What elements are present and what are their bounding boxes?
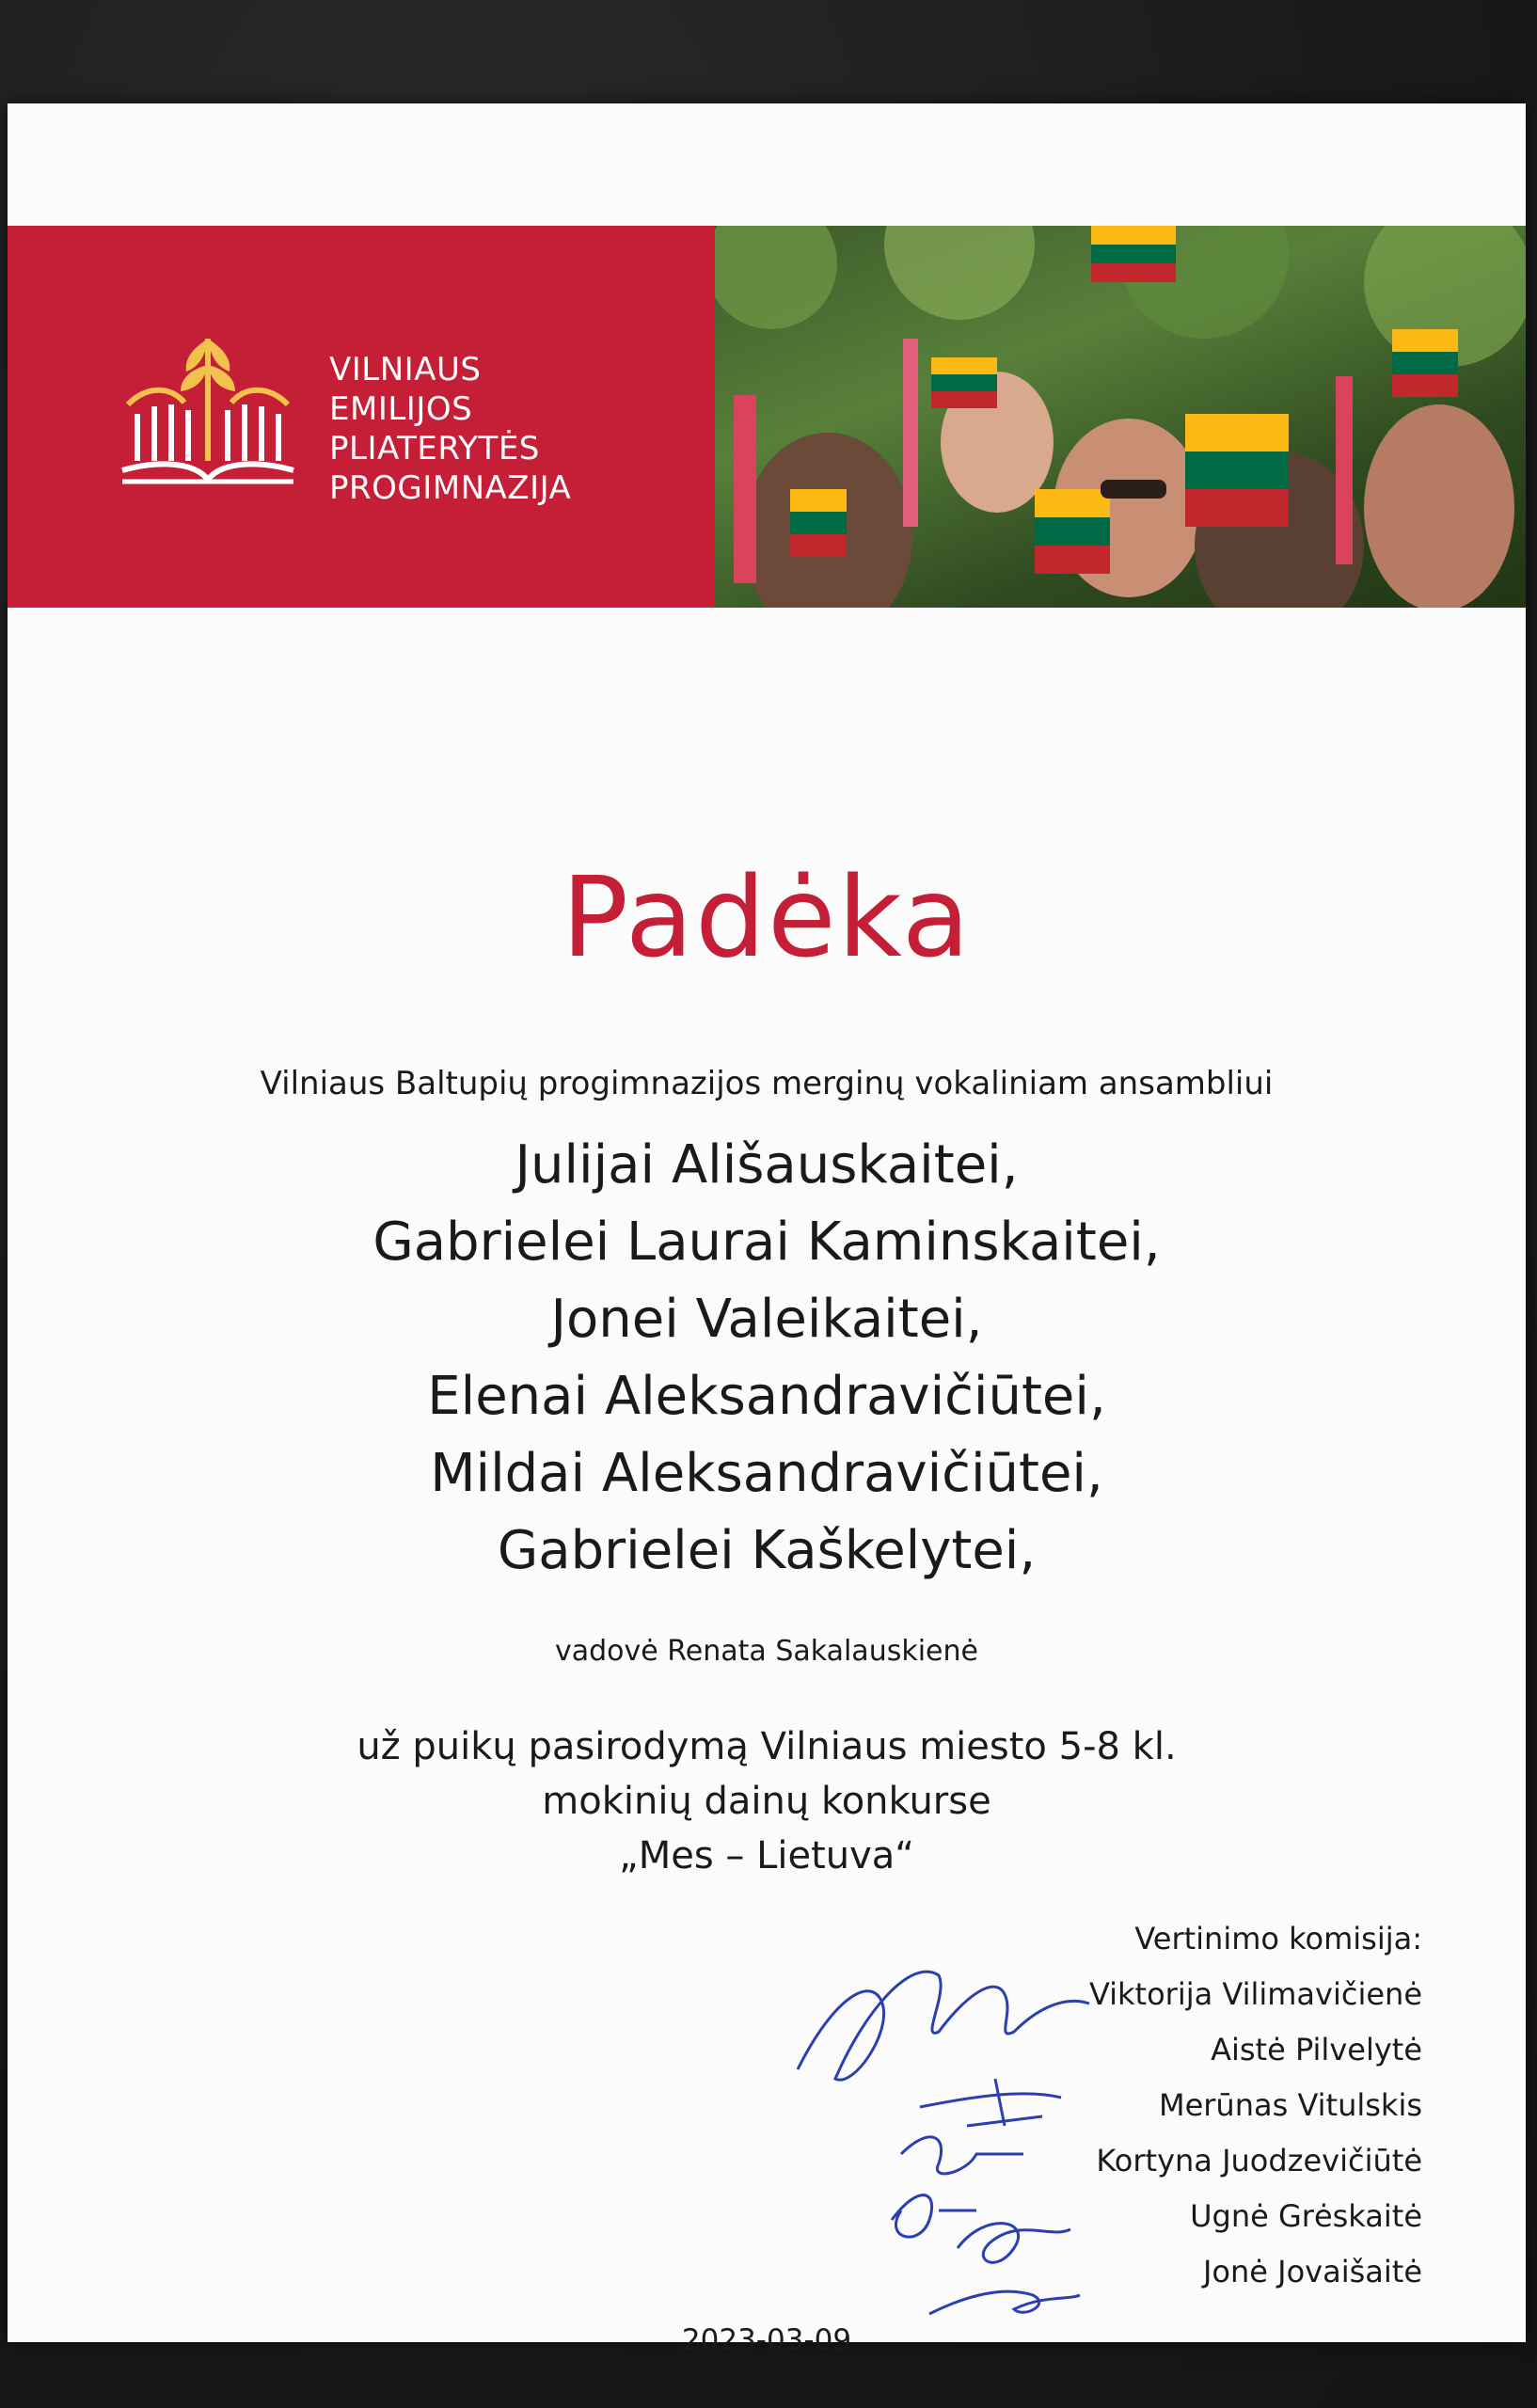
recipient-name: Jonei Valeikaitei,	[550, 1289, 983, 1350]
award-reason	[8, 1719, 1526, 1883]
recipient-group: Vilniaus Baltupių progimnazijos merginų vokaliniam ansambliui	[260, 1065, 1274, 1102]
header-banner	[8, 226, 1526, 608]
committee-member: Viktorija Vilimavičienė	[1088, 1976, 1422, 2012]
award-reason-line: „Mes – Lietuva“	[618, 1834, 915, 1877]
evaluation-committee	[1089, 1911, 1422, 2300]
recipient-name: Julijai Ališauskaitei,	[515, 1134, 1019, 1196]
recipient-name: Gabrielei Kaškelytei,	[497, 1520, 1037, 1581]
committee-member: Ugnė Grėskaitė	[1190, 2198, 1422, 2234]
committee-heading: Vertinimo komisija:	[1134, 1921, 1422, 1956]
certificate-title: Padėka	[561, 852, 973, 982]
certificate-paper	[8, 103, 1526, 2357]
ensemble-leader: vadovė Renata Sakalauskienė	[555, 1635, 978, 1668]
recipient-name: Elenai Aleksandravičiūtei,	[427, 1366, 1106, 1427]
award-reason-line: už puikų pasirodymą Vilniaus miesto 5-8 kl.	[357, 1725, 1177, 1768]
committee-member: Aistė Pilvelytė	[1211, 2032, 1422, 2067]
committee-member: Kortyna Juodzevičiūtė	[1096, 2143, 1422, 2178]
book-with-sprout-icon	[119, 320, 297, 499]
committee-member: Jonė Jovaišaitė	[1202, 2254, 1422, 2289]
committee-member: Merūnas Vitulskis	[1158, 2087, 1422, 2123]
issue-date: 2023-03-09	[681, 2323, 852, 2357]
recipient-name: Gabrielei Laurai Kaminskaitei,	[372, 1212, 1161, 1273]
award-reason-line: mokinių dainų konkurse	[542, 1780, 991, 1823]
crowd-with-flags-photo	[715, 226, 1526, 608]
school-name-line: PROGIMNAZIJA	[329, 469, 572, 507]
recipient-names	[8, 1127, 1526, 1590]
school-name-line: EMILIJOS	[329, 390, 473, 428]
school-brand-panel	[8, 226, 715, 608]
photo-illustration	[715, 226, 1526, 608]
school-name-line: PLIATERYTĖS	[329, 430, 540, 467]
recipient-name: Mildai Aleksandravičiūtei,	[430, 1443, 1103, 1504]
school-name-line: VILNIAUS	[329, 351, 482, 388]
school-name	[329, 350, 571, 508]
